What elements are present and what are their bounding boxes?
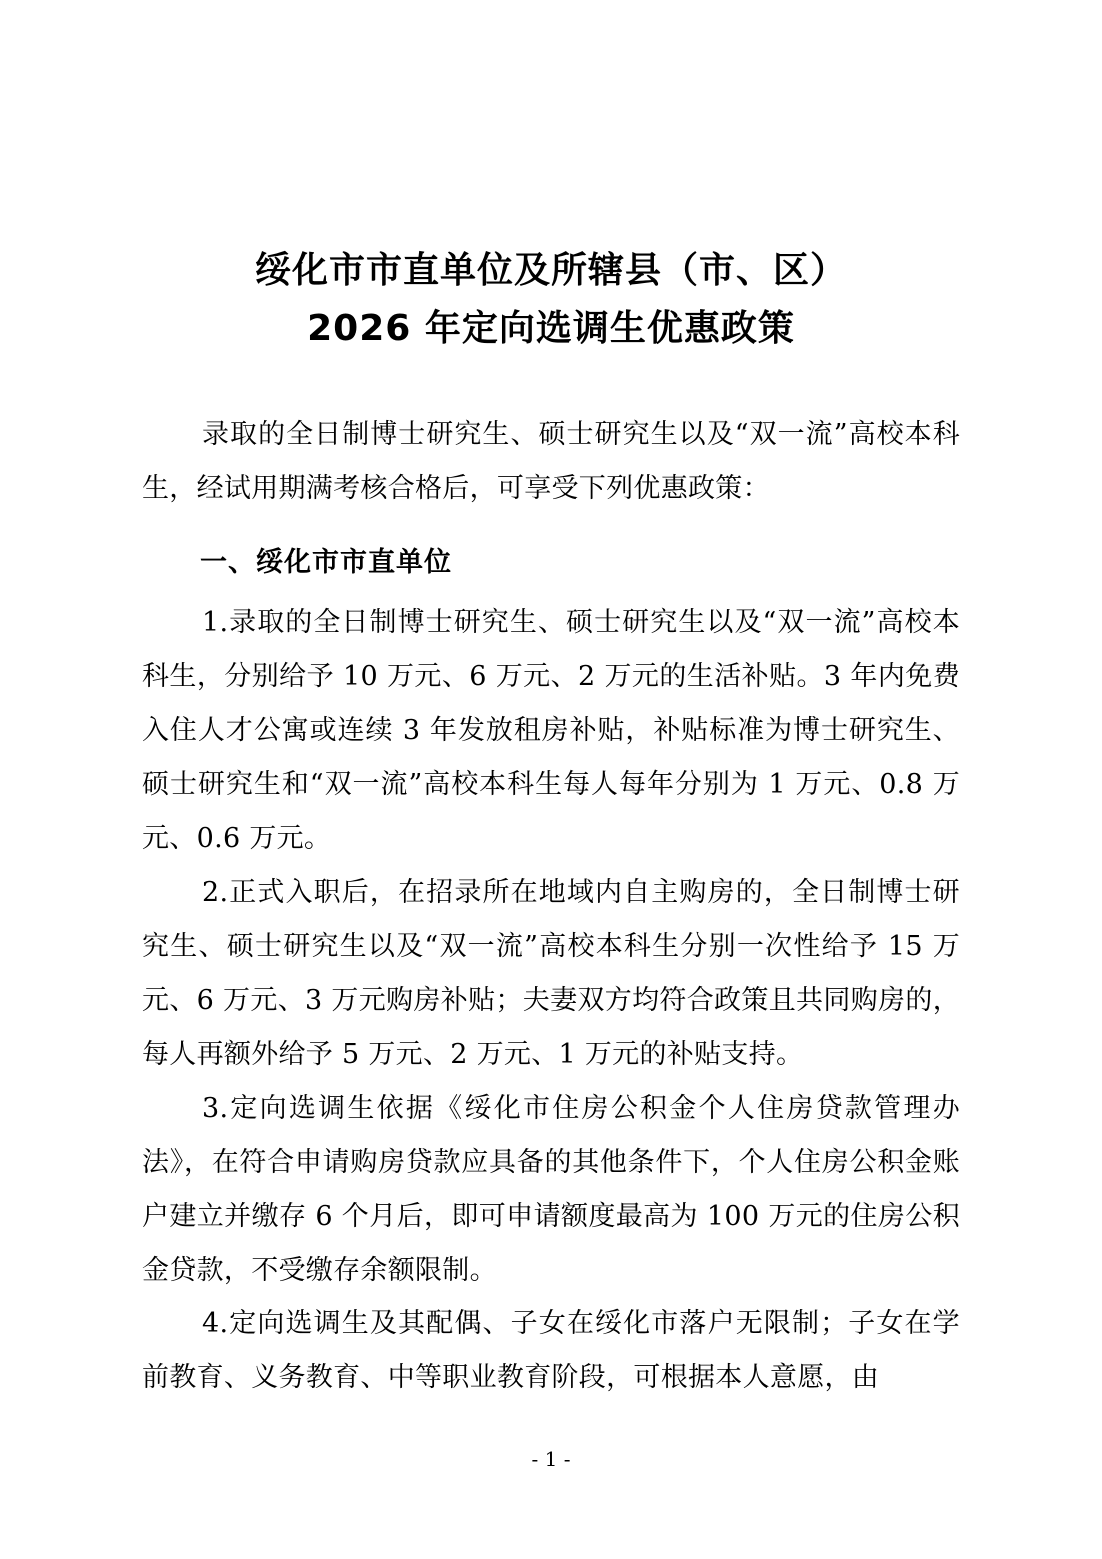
section-heading: 一、绥化市市直单位 (200, 547, 452, 578)
document-title-line2: 2026 年定向选调生优惠政策 (307, 308, 795, 349)
policy-item-4: 4.定向选调生及其配偶、子女在绥化市落户无限制；子女在学前教育、义务教育、中等职业教育阶段，可根据本人意愿，由 (142, 1308, 960, 1393)
page-number: - 1 - (531, 1447, 571, 1471)
document-title-line1: 绥化市市直单位及所辖县（市、区） (254, 250, 847, 291)
intro-paragraph: 录取的全日制博士研究生、硕士研究生以及“双一流”高校本科生，经试用期满考核合格后，可享受下列优惠政策： (142, 419, 960, 504)
policy-item-1: 1.录取的全日制博士研究生、硕士研究生以及“双一流”高校本科生，分别给予 10 万元、6 万元、2 万元的生活补贴。3 年内免费入住人才公寓或连续 3 年发放租房补贴，补贴标准为博士研究生、硕士研究生和“双一流”高校本科生每人每年分别为 1 万元、0.8 万元、0.6 万元。 (142, 607, 960, 854)
policy-item-3: 3.定向选调生依据《绥化市住房公积金个人住房贷款管理办法》，在符合申请购房贷款应具备的其他条件下，个人住房公积金账户建立并缴存 6 个月后，即可申请额度最高为 100 万元的住房公积金贷款，不受缴存余额限制。 (142, 1093, 960, 1286)
policy-item-2: 2.正式入职后，在招录所在地域内自主购房的，全日制博士研究生、硕士研究生以及“双一流”高校本科生分别一次性给予 15 万元、6 万元、3 万元购房补贴；夫妻双方均符合政策且共同购房的，每人再额外给予 5 万元、2 万元、1 万元的补贴支持。 (142, 877, 960, 1070)
